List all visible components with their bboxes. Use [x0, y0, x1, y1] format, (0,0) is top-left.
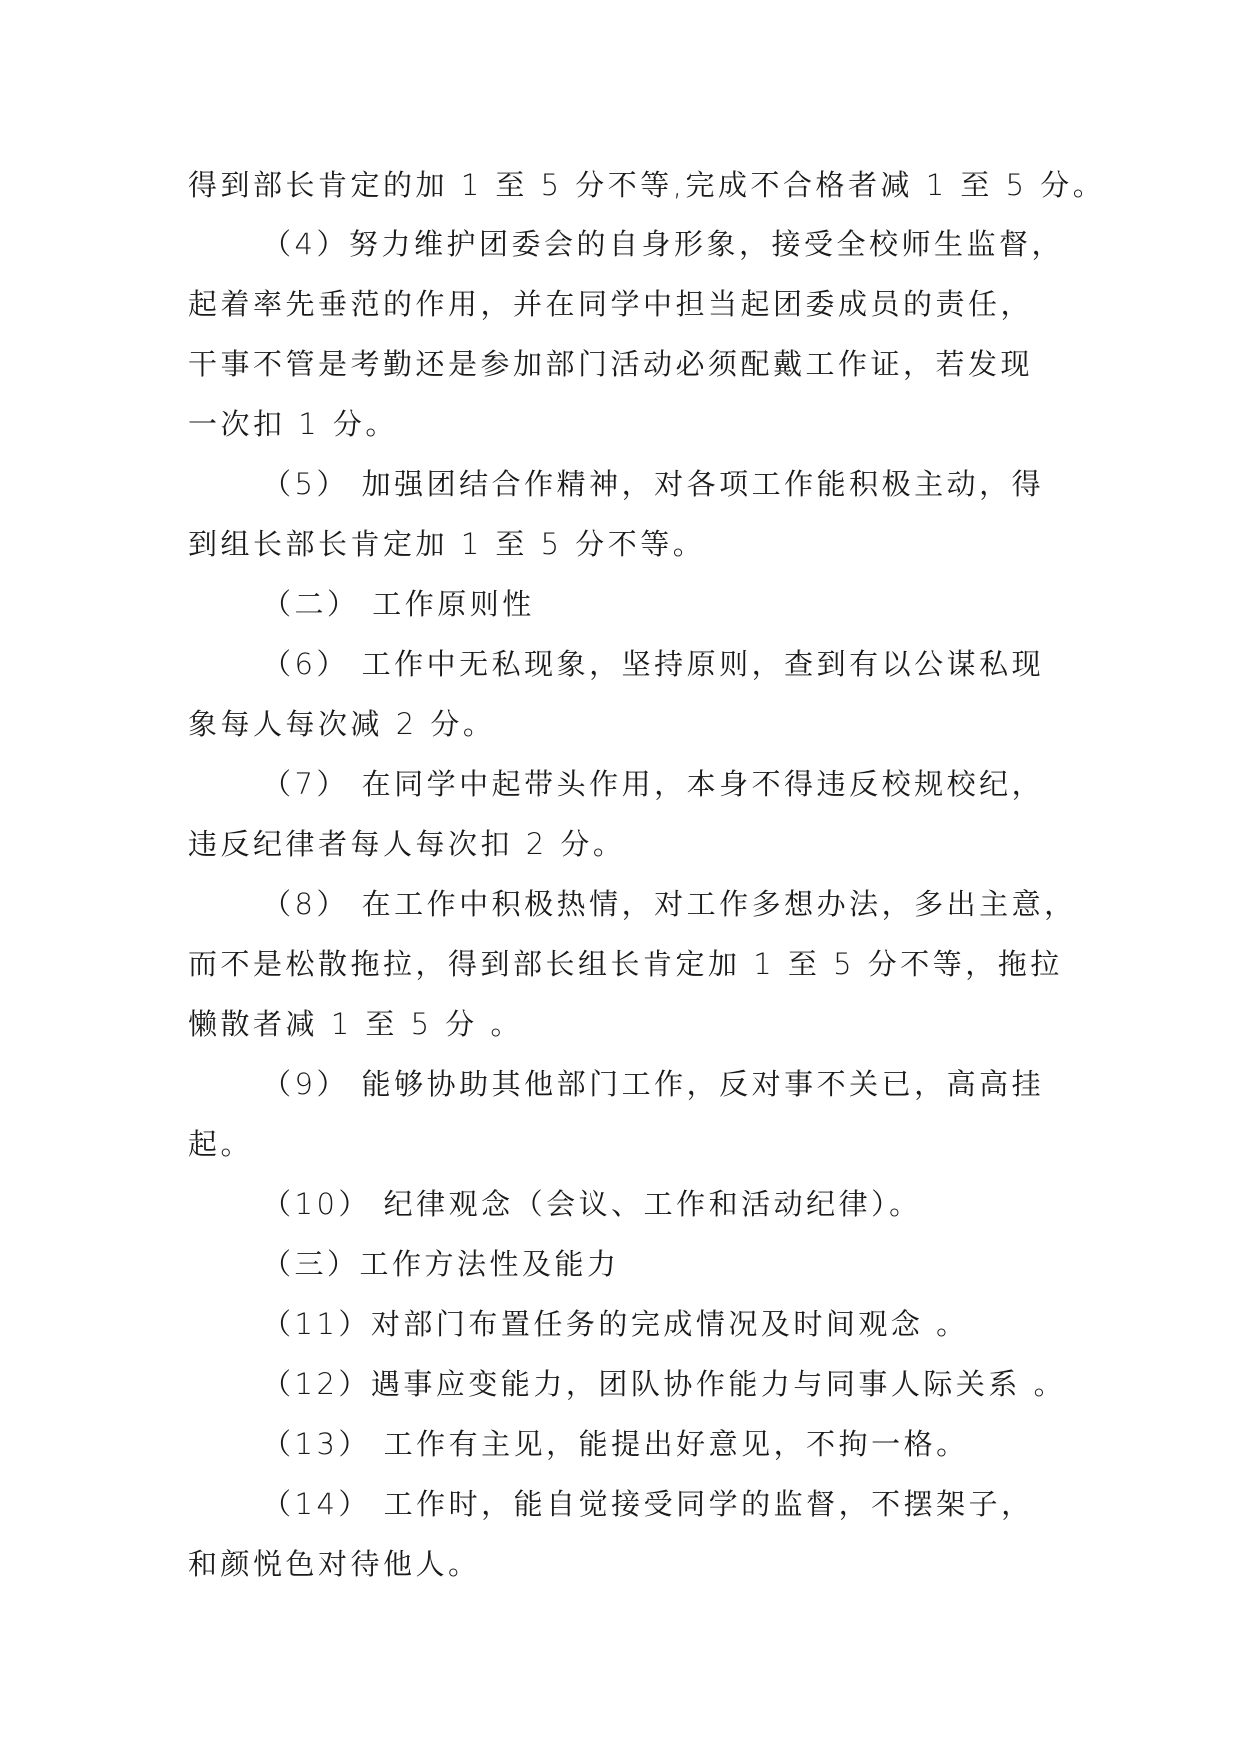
- text-line: 到组长部长肯定加 1 至 5 分不等。: [188, 527, 706, 561]
- text-line: 象每人每次减 2 分。: [188, 707, 496, 741]
- text-line: 干事不管是考勤还是参加部门活动必须配戴工作证，若发现: [188, 347, 1034, 381]
- text-line: 和颜悦色对待他人。: [188, 1547, 481, 1581]
- text-line: （13） 工作有主见，能提出好意见，不拘一格。: [262, 1427, 969, 1461]
- text-line: 一次扣 1 分。: [188, 407, 398, 441]
- text-line: 得到部长肯定的加 1 至 5 分不等,完成不合格者减 1 至 5 分。: [188, 168, 1106, 202]
- text-line: 起。: [188, 1127, 254, 1161]
- text-line: （10） 纪律观念（会议、工作和活动纪律）。: [262, 1187, 922, 1221]
- text-line: （11）对部门布置任务的完成情况及时间观念 。: [262, 1307, 969, 1341]
- text-line: 而不是松散拖拉，得到部长组长肯定加 1 至 5 分不等，拖拉: [188, 947, 1063, 981]
- text-line: （8） 在工作中积极热情，对工作多想办法，多出主意，: [262, 887, 1077, 921]
- text-line: （4）努力维护团委会的自身形象，接受全校师生监督，: [262, 227, 1064, 261]
- text-line: （14） 工作时，能自觉接受同学的监督，不摆架子，: [262, 1487, 1034, 1521]
- section-heading: （二） 工作原则性: [262, 587, 535, 621]
- text-line: （12）遇事应变能力，团队协作能力与同事人际关系 。: [262, 1367, 1067, 1401]
- text-line: （6） 工作中无私现象，坚持原则，查到有以公谋私现: [262, 647, 1045, 681]
- text-line: （9） 能够协助其他部门工作，反对事不关已，高高挂: [262, 1067, 1045, 1101]
- text-line: （7） 在同学中起带头作用，本身不得违反校规校纪，: [262, 767, 1045, 801]
- section-heading: （三）工作方法性及能力: [262, 1247, 620, 1281]
- text-line: 起着率先垂范的作用，并在同学中担当起团委成员的责任，: [188, 287, 1034, 321]
- text-line: （5） 加强团结合作精神，对各项工作能积极主动，得: [262, 467, 1045, 501]
- text-line: 违反纪律者每人每次扣 2 分。: [188, 827, 626, 861]
- text-line: 懒散者减 1 至 5 分 。: [188, 1007, 523, 1041]
